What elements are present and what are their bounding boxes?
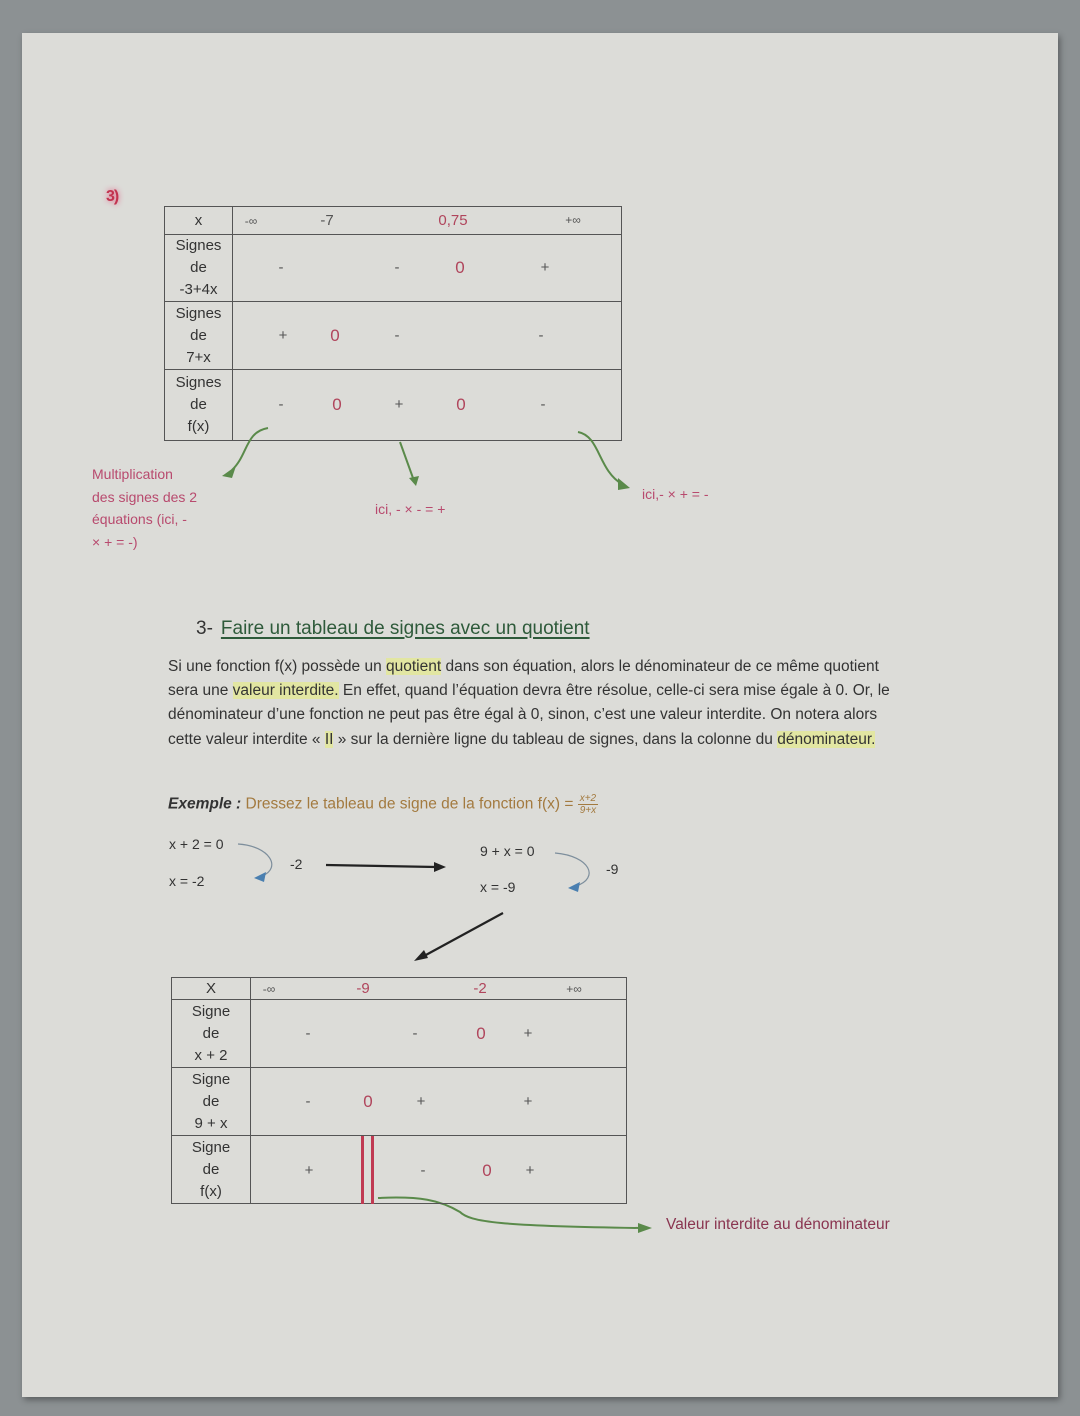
table-row (172, 1136, 627, 1204)
zero: 0 (330, 326, 340, 345)
row-label: de (190, 259, 207, 276)
equation-right-2: x = -9 (480, 879, 516, 895)
equation-left-step: -2 (290, 856, 303, 872)
arrow-left-icon (232, 428, 268, 470)
forbidden-value-bar-icon (371, 1136, 374, 1204)
curved-arrow-head-icon (568, 882, 580, 892)
zero: 0 (455, 258, 465, 277)
sign: + (525, 1162, 535, 1179)
sign: + (416, 1093, 426, 1110)
annotation-line: × + = -) (92, 533, 138, 550)
sign: - (305, 1093, 311, 1110)
sign: - (420, 1162, 426, 1179)
sign: - (538, 327, 544, 344)
section-heading-title: Faire un tableau de signes avec un quotient (220, 618, 590, 639)
forbidden-value-note: Valeur interdite au dénominateur (666, 1216, 890, 1233)
x-pos-inf: +∞ (566, 982, 582, 996)
section-heading-number: 3- (196, 618, 213, 639)
row-label: Signe (191, 1138, 231, 1156)
sign: + (523, 1093, 533, 1110)
zero: 0 (476, 1024, 486, 1043)
row-label: x + 2 (194, 1046, 228, 1064)
example-line (168, 793, 598, 816)
sign: - (278, 396, 284, 413)
x-value: -2 (473, 980, 487, 997)
sign: + (278, 327, 288, 344)
text-run: Si une fonction f(x) possède un (168, 658, 386, 675)
row-label: -3+4x (179, 281, 218, 298)
highlighted-text: II (324, 730, 334, 748)
section-number: 3) (106, 188, 119, 205)
zero: 0 (332, 395, 342, 414)
sign: + (304, 1162, 314, 1179)
row-label: Signe (191, 1070, 231, 1088)
text-run: dans son équation, alors le dénominateur de ce même quotient sera une (168, 658, 879, 700)
equation-right-step: -9 (606, 861, 619, 877)
zero: 0 (363, 1092, 373, 1111)
example-label: Exemple : (168, 795, 242, 813)
table1-header-x: x (165, 207, 233, 235)
sign: - (278, 259, 284, 276)
table-row (172, 1000, 627, 1068)
curved-arrow-head-icon (254, 872, 266, 882)
fraction-denominator: 9+x (579, 805, 597, 816)
sign: - (540, 396, 546, 413)
equation-left-1: x + 2 = 0 (169, 836, 224, 852)
row-label: 7+x (186, 348, 211, 366)
highlighted-text: valeur interdite. (232, 682, 339, 700)
x-pos-inf: +∞ (565, 213, 581, 227)
equation-left-2: x = -2 (169, 873, 205, 889)
section-heading (196, 618, 590, 640)
table2-x-values (251, 978, 627, 1000)
highlighted-text: quotient (386, 658, 442, 675)
row-label: Signes (175, 374, 222, 391)
arrow-right-icon (578, 432, 622, 484)
fraction-numerator: x+2 (579, 793, 597, 804)
example-text: Dressez le tableau de signe de la fonction f(x) = (245, 795, 574, 813)
table2-header-x: X (172, 978, 251, 1000)
x-neg-inf: -∞ (244, 214, 258, 228)
row-label: de (190, 396, 207, 413)
x-value: -9 (356, 980, 370, 997)
x-value: 0,75 (438, 212, 468, 229)
sign: - (394, 259, 400, 276)
fraction (578, 793, 598, 816)
annotation-line: des signes des 2 (92, 488, 198, 505)
text-run: » sur la dernière ligne du tableau de signes, dans la colonne du (333, 730, 778, 748)
highlighted-text: dénominateur. (777, 730, 876, 748)
zero: 0 (456, 395, 466, 414)
forbidden-value-bar-icon (361, 1136, 364, 1204)
row-label: Signes (175, 304, 222, 322)
row-label: f(x) (187, 418, 210, 435)
arrow-down-left-black-icon (424, 913, 503, 956)
zero: 0 (482, 1161, 492, 1180)
table-row (172, 1068, 627, 1136)
row-label: de (202, 1024, 220, 1042)
sign-table-2 (171, 977, 627, 1204)
row-label: 9 + x (194, 1114, 228, 1132)
row-label: Signe (191, 1002, 231, 1020)
sign: + (523, 1025, 533, 1042)
row-label: de (190, 326, 207, 344)
sign: - (394, 327, 400, 344)
annotation-line: Multiplication (92, 466, 173, 482)
sign: - (305, 1025, 311, 1042)
arrow-middle-icon (400, 442, 413, 478)
annotation-multiplication (92, 463, 232, 553)
equation-right-1: 9 + x = 0 (480, 843, 535, 859)
arrow-right-black-icon (326, 865, 436, 867)
sign: - (412, 1025, 418, 1042)
row-label: de (202, 1160, 220, 1178)
row-label: Signes (175, 237, 222, 254)
row-label: de (202, 1092, 220, 1110)
x-value: -7 (320, 212, 334, 229)
x-neg-inf: -∞ (262, 982, 276, 996)
annotation-right: ici,- × + = - (642, 486, 709, 502)
text-run: En effet, quand l’équation devra être résolue, celle-ci sera mise égale à 0. Or, le dénominateur d’une fonction ne peut pas être égal à 0, sinon, c’est une valeur interdite. On notera alors cette valeur interdite « (168, 682, 890, 748)
row-label: f(x) (200, 1182, 222, 1200)
explanation-paragraph (168, 655, 898, 752)
annotation-line: équations (ici, - (92, 511, 187, 527)
sign: + (540, 259, 550, 276)
sign: + (394, 396, 404, 413)
annotation-middle: ici, - × - = + (375, 501, 446, 517)
